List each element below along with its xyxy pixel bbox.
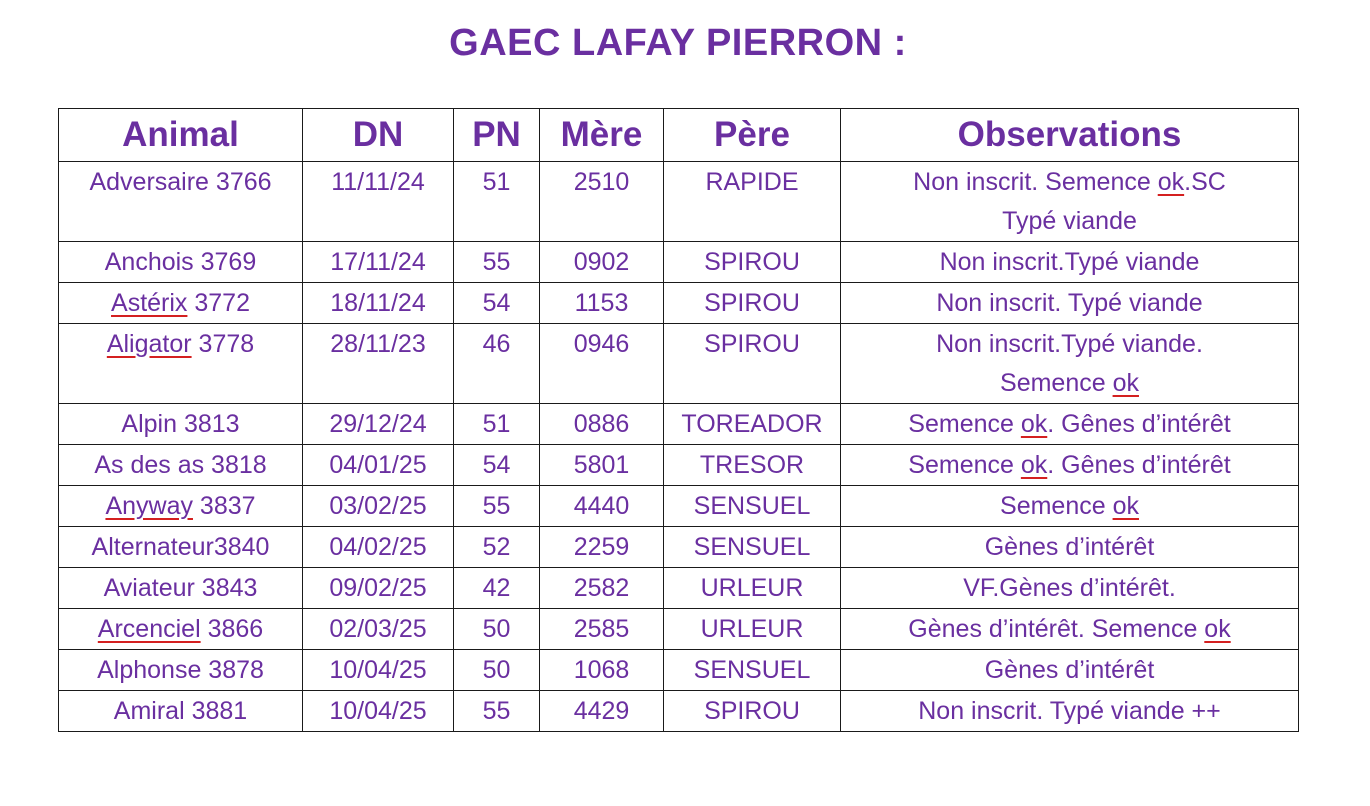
- cell-dn: 18/11/24: [303, 283, 454, 324]
- cell-dn: 28/11/23: [303, 324, 454, 404]
- cell-pere: SPIROU: [664, 324, 841, 404]
- cell-dn: 03/02/25: [303, 486, 454, 527]
- cell-animal: Aviateur 3843: [59, 568, 303, 609]
- cell-observations: [841, 445, 1299, 486]
- cell-observations: [841, 283, 1299, 324]
- cell-mere: 1068: [540, 650, 664, 691]
- cell-mere: 4429: [540, 691, 664, 732]
- header-animal: Animal: [59, 109, 303, 162]
- observation-line: Semence ok: [1000, 492, 1139, 520]
- cell-mere: 2510: [540, 162, 664, 242]
- cell-observations: [841, 691, 1299, 732]
- cell-pn: 55: [454, 486, 540, 527]
- cell-pere: TOREADOR: [664, 404, 841, 445]
- cell-observations: [841, 242, 1299, 283]
- cell-dn: 02/03/25: [303, 609, 454, 650]
- cell-mere: 2585: [540, 609, 664, 650]
- observation-line: VF.Gènes d’intérêt.: [963, 574, 1176, 602]
- cell-mere: 0886: [540, 404, 664, 445]
- table-row: [59, 527, 1299, 568]
- table-row: [59, 283, 1299, 324]
- cell-pn: 42: [454, 568, 540, 609]
- table-body: [59, 162, 1299, 732]
- cell-pn: 50: [454, 609, 540, 650]
- cell-mere: 0946: [540, 324, 664, 404]
- observation-line: Semence ok: [1000, 369, 1139, 397]
- cell-animal: Alphonse 3878: [59, 650, 303, 691]
- cell-pn: 51: [454, 404, 540, 445]
- cell-animal: Astérix 3772: [59, 283, 303, 324]
- cell-mere: 1153: [540, 283, 664, 324]
- cell-animal: Arcenciel 3866: [59, 609, 303, 650]
- observation-line: Gènes d’intérêt: [984, 656, 1155, 684]
- cell-pere: URLEUR: [664, 568, 841, 609]
- header-pn: PN: [454, 109, 540, 162]
- cell-observations: [841, 527, 1299, 568]
- cell-animal: Alpin 3813: [59, 404, 303, 445]
- cell-dn: 17/11/24: [303, 242, 454, 283]
- cell-animal: Aligator 3778: [59, 324, 303, 404]
- table-row: [59, 445, 1299, 486]
- cell-dn: 10/04/25: [303, 650, 454, 691]
- cell-dn: 04/02/25: [303, 527, 454, 568]
- table-row: [59, 324, 1299, 404]
- table-header-row: [59, 109, 1299, 162]
- cell-pn: 54: [454, 445, 540, 486]
- header-pere: Père: [664, 109, 841, 162]
- cell-mere: 5801: [540, 445, 664, 486]
- cell-pere: RAPIDE: [664, 162, 841, 242]
- cell-animal: As des as 3818: [59, 445, 303, 486]
- cell-dn: 04/01/25: [303, 445, 454, 486]
- table-row: [59, 486, 1299, 527]
- observation-line: Gènes d’intérêt. Semence ok: [908, 615, 1231, 643]
- cell-pn: 50: [454, 650, 540, 691]
- cell-pn: 52: [454, 527, 540, 568]
- header-dn: DN: [303, 109, 454, 162]
- table-row: [59, 162, 1299, 242]
- cell-pere: SPIROU: [664, 242, 841, 283]
- cell-pere: SPIROU: [664, 691, 841, 732]
- cell-pn: 46: [454, 324, 540, 404]
- cell-observations: [841, 324, 1299, 404]
- table-row: [59, 691, 1299, 732]
- cell-animal: Adversaire 3766: [59, 162, 303, 242]
- cell-pn: 55: [454, 242, 540, 283]
- table-row: [59, 404, 1299, 445]
- observation-line: Non inscrit. Semence ok.SC: [913, 168, 1226, 196]
- cell-mere: 0902: [540, 242, 664, 283]
- cell-observations: [841, 568, 1299, 609]
- cell-observations: [841, 650, 1299, 691]
- cell-pere: TRESOR: [664, 445, 841, 486]
- cell-pn: 51: [454, 162, 540, 242]
- cell-pn: 54: [454, 283, 540, 324]
- cell-animal: Alternateur3840: [59, 527, 303, 568]
- table-row: [59, 242, 1299, 283]
- cell-mere: 2259: [540, 527, 664, 568]
- herd-table: [58, 108, 1299, 732]
- header-observations: Observations: [841, 109, 1299, 162]
- cell-observations: [841, 404, 1299, 445]
- cell-pere: SENSUEL: [664, 650, 841, 691]
- observation-line: Semence ok. Gênes d’intérêt: [908, 451, 1231, 479]
- observation-line: Non inscrit. Typé viande ++: [918, 697, 1221, 725]
- cell-observations: [841, 609, 1299, 650]
- table-row: [59, 609, 1299, 650]
- cell-observations: [841, 162, 1299, 242]
- cell-pere: SENSUEL: [664, 527, 841, 568]
- cell-pere: SENSUEL: [664, 486, 841, 527]
- cell-dn: 11/11/24: [303, 162, 454, 242]
- observation-line: Non inscrit.Typé viande: [939, 248, 1200, 276]
- cell-dn: 10/04/25: [303, 691, 454, 732]
- cell-pn: 55: [454, 691, 540, 732]
- cell-mere: 2582: [540, 568, 664, 609]
- cell-animal: Amiral 3881: [59, 691, 303, 732]
- cell-dn: 29/12/24: [303, 404, 454, 445]
- cell-observations: [841, 486, 1299, 527]
- cell-dn: 09/02/25: [303, 568, 454, 609]
- observation-line: Non inscrit.Typé viande.: [936, 330, 1203, 358]
- observation-line: Gènes d’intérêt: [984, 533, 1155, 561]
- cell-pere: SPIROU: [664, 283, 841, 324]
- observation-line: Semence ok. Gênes d’intérêt: [908, 410, 1231, 438]
- observation-line: Non inscrit. Typé viande: [936, 289, 1203, 317]
- observation-line: Typé viande: [1002, 207, 1137, 235]
- cell-pere: URLEUR: [664, 609, 841, 650]
- page-title: GAEC LAFAY PIERRON :: [449, 22, 907, 64]
- header-mere: Mère: [540, 109, 664, 162]
- cell-mere: 4440: [540, 486, 664, 527]
- table-row: [59, 650, 1299, 691]
- table-row: [59, 568, 1299, 609]
- cell-animal: Anyway 3837: [59, 486, 303, 527]
- cell-animal: Anchois 3769: [59, 242, 303, 283]
